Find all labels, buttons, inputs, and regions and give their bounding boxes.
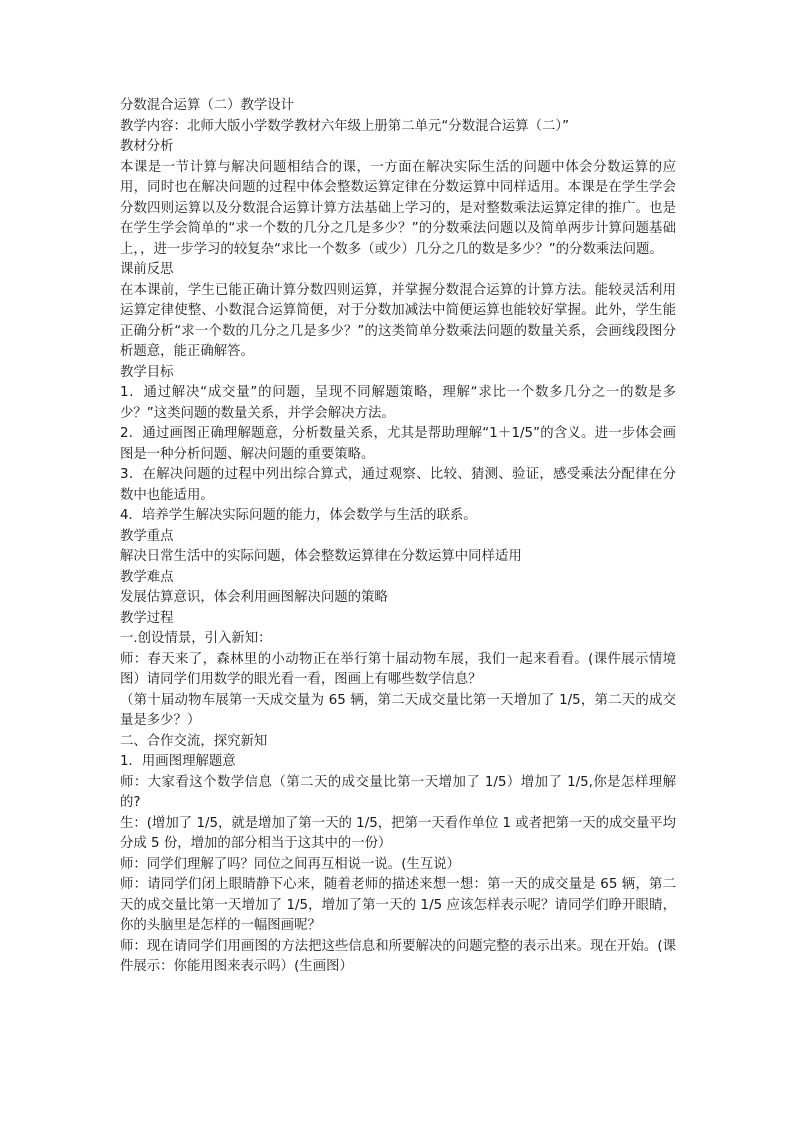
teaching-goal-2: 2．通过画图正确理解题意，分析数量关系，尤其是帮助理解“1＋1/5”的含义。进一步体会画图是一种分析问题、解决问题的重要策略。 — [120, 426, 676, 462]
teacher-line-5: 师：现在请同学们用画图的方法把这些信息和所要解决的问题完整的表示出来。现在开始。(课件展示：你能用图来表示吗）(生画图） — [120, 938, 676, 974]
key-points-paragraph: 解决日常生活中的实际问题，体会整数运算律在分数运算中同样适用 — [120, 549, 522, 564]
section-heading-teaching-process: 教学过程 — [120, 610, 174, 626]
teacher-line-1: 师：春天来了，森林里的小动物正在举行第十届动物车展，我们一起来看看。(课件展示情境图）请同学们用数学的眼光看一看，图画上有哪些数学信息？ — [120, 651, 676, 687]
document-page — [120, 96, 676, 978]
teacher-line-3: 师：同学们理解了吗？同位之间再互相说一说。(生互说） — [120, 856, 460, 872]
section-heading-key-points: 教学重点 — [120, 528, 174, 544]
process-step-1-heading: 一.创设情景，引入新知： — [120, 631, 272, 646]
problem-statement: （第十届动物车展第一天成交量为 65 辆，第二天成交量比第一天增加了 1/5，第二天的成交量是多少？） — [120, 692, 676, 728]
section-heading-teaching-goals: 教学目标 — [120, 364, 174, 380]
sub-step-heading: 1．用画图理解题意 — [120, 754, 236, 769]
section-heading-difficulties: 教学难点 — [120, 569, 174, 585]
section-heading-pre-class-reflection: 课前反思 — [120, 262, 174, 277]
teacher-line-2: 师：大家看这个数学信息（第二天的成交量比第一天增加了 1/5）增加了 1/5,你是怎样理解的? — [120, 774, 676, 810]
section-heading-textbook-analysis: 教材分析 — [120, 139, 174, 154]
teacher-line-4: 师：请同学们闭上眼睛静下心来，随着老师的描述来想一想：第一天的成交量是 65 辆，第二天的成交量比第一天增加了 1/5，增加了第一天的 1/5 应该怎样表示呢？请同学们睁开眼睛，你的头脑里是怎样的一幅图画呢？ — [120, 877, 676, 933]
teaching-goal-1: 1．通过解决“成交量”的问题，呈现不同解题策略，理解“求比一个数多几分之一的数是多少？”这类问题的数量关系，并学会解决方法。 — [120, 385, 676, 421]
pre-class-reflection-paragraph: 在本课前，学生已能正确计算分数四则运算，并掌握分数混合运算的计算方法。能较灵活利用运算定律使整、小数混合运算简便，对于分数加减法中简便运算也能较好掌握。此外，学生能正确分析“求一个数的几分之几是多少？”的这类简单分数乘法问题的数量关系，会画线段图分析题意，能正确解答。 — [120, 282, 676, 359]
student-line-1: 生：(增加了 1/5，就是增加了第一天的 1/5，把第一天看作单位 1 或者把第一天的成交量平均分成 5 份，增加的部分相当于这其中的一份） — [120, 815, 676, 851]
teaching-goal-3: 3．在解决问题的过程中列出综合算式，通过观察、比较、猜测、验证，感受乘法分配律在分数中也能适用。 — [120, 467, 676, 503]
teaching-goal-4: 4．培养学生解决实际问题的能力，体会数学与生活的联系。 — [120, 508, 477, 523]
textbook-analysis-paragraph: 本课是一节计算与解决问题相结合的课，一方面在解决实际生活的问题中体会分数运算的应用，同时也在解决问题的过程中体会整数运算定律在分数运算中同样适用。本课是在学生学会分数四则运算以及分数混合运算计算方法基础上学习的，是对整数乘法运算定律的推广。也是在学生学会简单的“求一个数的几分之几是多少？”的分数乘法问题以及简单两步计算问题基础上，，进一步学习的较复杂“求比一个数多（或少）几分之几的数是多少？”的分数乘法问题。 — [120, 159, 676, 257]
difficulties-paragraph: 发展估算意识，体会利用画图解决问题的策略 — [120, 590, 388, 605]
document-title: 分数混合运算（二）教学设计 — [120, 98, 295, 113]
process-step-2-heading: 二、合作交流，探究新知 — [120, 733, 268, 749]
teaching-content: 教学内容：北师大版小学数学教材六年级上册第二单元“分数混合运算（二）” — [120, 118, 570, 134]
